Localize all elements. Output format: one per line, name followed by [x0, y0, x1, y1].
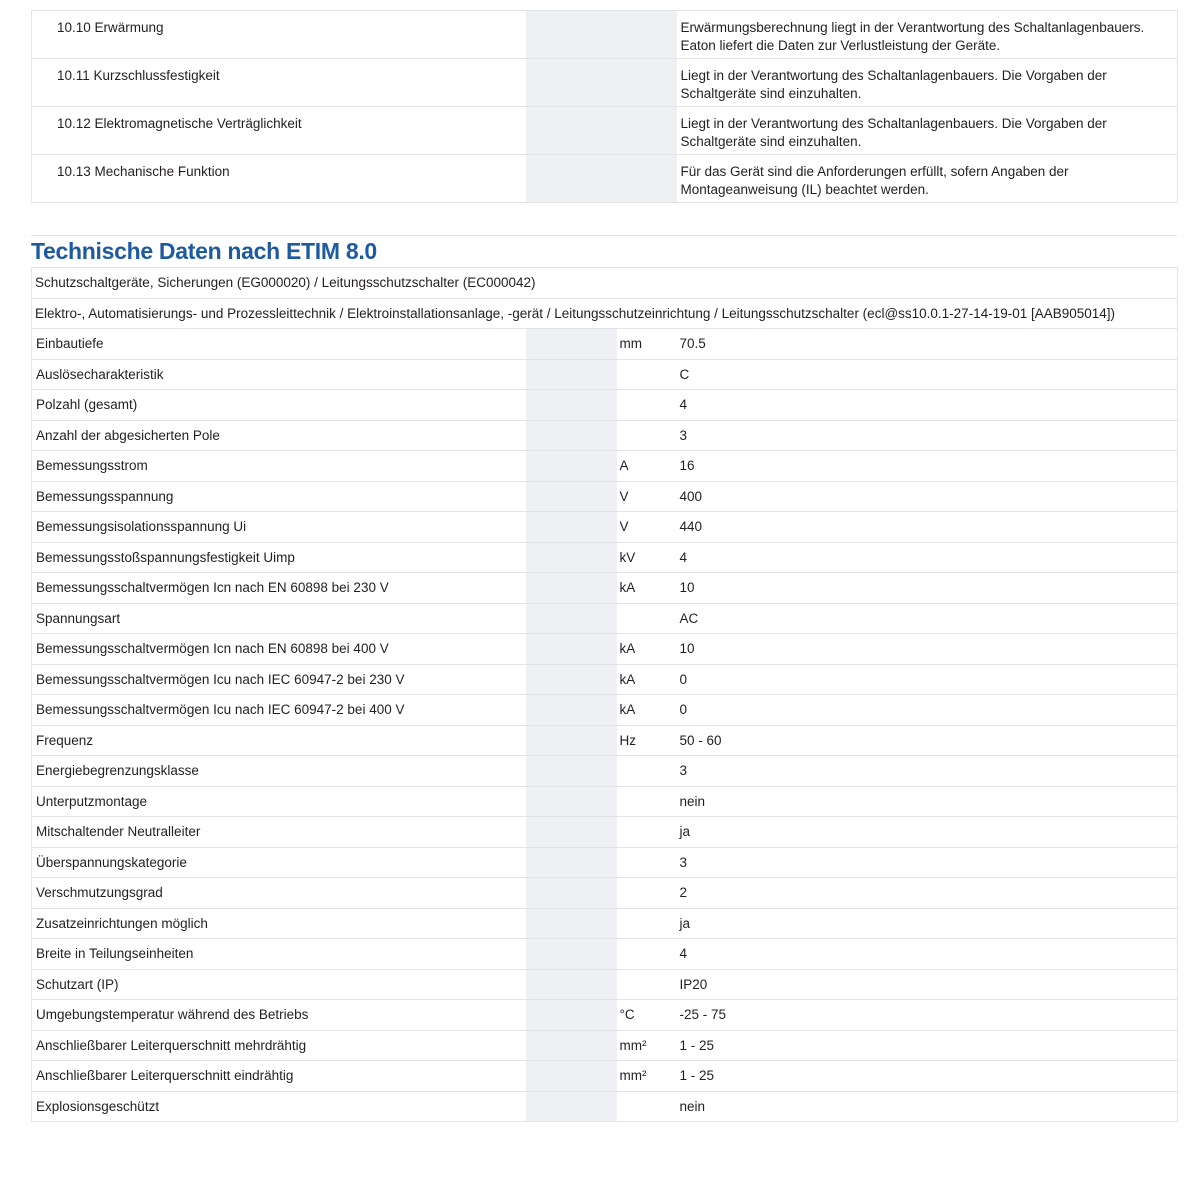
empty-cell	[526, 939, 617, 970]
etim-feature-name: Schutzart (IP)	[32, 969, 526, 1000]
etim-unit	[617, 939, 677, 970]
etim-unit	[617, 817, 677, 848]
etim-row	[32, 542, 1178, 573]
verification-row	[32, 155, 1178, 203]
etim-value: 1 - 25	[677, 1030, 1178, 1061]
etim-value: ja	[677, 908, 1178, 939]
etim-feature-name: Energiebegrenzungsklasse	[32, 756, 526, 787]
etim-value: 70.5	[677, 329, 1178, 360]
verification-label: 10.11 Kurzschlussfestigkeit	[32, 59, 526, 107]
verification-row	[32, 107, 1178, 155]
etim-unit: kA	[617, 664, 677, 695]
etim-feature-name: Umgebungstemperatur während des Betriebs	[32, 1000, 526, 1031]
etim-row	[32, 695, 1178, 726]
etim-unit: kA	[617, 634, 677, 665]
etim-unit: kA	[617, 695, 677, 726]
empty-cell	[526, 329, 617, 360]
etim-row	[32, 908, 1178, 939]
etim-section	[31, 267, 1177, 1122]
empty-cell	[526, 359, 617, 390]
empty-cell	[526, 481, 617, 512]
empty-cell	[526, 420, 617, 451]
etim-table	[31, 267, 1178, 1122]
empty-cell	[526, 573, 617, 604]
etim-unit	[617, 878, 677, 909]
etim-unit: V	[617, 481, 677, 512]
etim-feature-name: Einbautiefe	[32, 329, 526, 360]
etim-row	[32, 664, 1178, 695]
etim-unit: A	[617, 451, 677, 482]
etim-row	[32, 390, 1178, 421]
etim-feature-name: Polzahl (gesamt)	[32, 390, 526, 421]
empty-cell	[526, 107, 617, 155]
etim-row	[32, 1030, 1178, 1061]
empty-cell	[526, 847, 617, 878]
etim-feature-name: Anzahl der abgesicherten Pole	[32, 420, 526, 451]
etim-feature-name: Bemessungsschaltvermögen Icu nach IEC 60947-2 bei 400 V	[32, 695, 526, 726]
etim-value: 0	[677, 664, 1178, 695]
etim-value: 3	[677, 420, 1178, 451]
etim-unit	[617, 847, 677, 878]
etim-row	[32, 878, 1178, 909]
verification-text: Erwärmungsberechnung liegt in der Verantwortung des Schaltanlagenbauers. Eaton liefert die Daten zur Verlustleistung der Geräte.	[677, 11, 1178, 59]
etim-feature-name: Zusatzeinrichtungen möglich	[32, 908, 526, 939]
etim-unit	[617, 420, 677, 451]
etim-path-line: Elektro-, Automatisierungs- und Prozessleittechnik / Elektroinstallationsanlage, -gerät / Leitungsschutzeinrichtung / Leitungsschutzschalter (ecl@ss10.0.1-27-14-19-01 [AAB905014])	[32, 298, 1178, 329]
etim-value: 3	[677, 847, 1178, 878]
etim-row	[32, 786, 1178, 817]
empty-cell	[526, 1030, 617, 1061]
etim-unit: mm	[617, 329, 677, 360]
verification-text: Liegt in der Verantwortung des Schaltanlagenbauers. Die Vorgaben der Schaltgeräte sind einzuhalten.	[677, 59, 1178, 107]
empty-cell	[526, 969, 617, 1000]
etim-row	[32, 1091, 1178, 1122]
empty-cell	[526, 786, 617, 817]
verification-row	[32, 11, 1178, 59]
etim-value: 4	[677, 390, 1178, 421]
etim-row	[32, 969, 1178, 1000]
etim-value: 0	[677, 695, 1178, 726]
empty-cell	[526, 59, 617, 107]
etim-unit: °C	[617, 1000, 677, 1031]
etim-value: 50 - 60	[677, 725, 1178, 756]
empty-cell	[617, 107, 677, 155]
etim-unit	[617, 1091, 677, 1122]
etim-feature-name: Frequenz	[32, 725, 526, 756]
etim-feature-name: Verschmutzungsgrad	[32, 878, 526, 909]
etim-unit: kA	[617, 573, 677, 604]
etim-row	[32, 420, 1178, 451]
etim-unit	[617, 786, 677, 817]
empty-cell	[526, 1061, 617, 1092]
etim-unit: mm²	[617, 1061, 677, 1092]
etim-value: C	[677, 359, 1178, 390]
etim-feature-name: Breite in Teilungseinheiten	[32, 939, 526, 970]
empty-cell	[617, 155, 677, 203]
etim-feature-name: Explosionsgeschützt	[32, 1091, 526, 1122]
empty-cell	[526, 512, 617, 543]
etim-feature-name: Bemessungsschaltvermögen Icn nach EN 60898 bei 400 V	[32, 634, 526, 665]
empty-cell	[526, 542, 617, 573]
etim-row	[32, 603, 1178, 634]
etim-unit	[617, 908, 677, 939]
verification-label: 10.10 Erwärmung	[32, 11, 526, 59]
empty-cell	[526, 155, 617, 203]
etim-feature-name: Bemessungsstrom	[32, 451, 526, 482]
etim-value: AC	[677, 603, 1178, 634]
etim-value: 400	[677, 481, 1178, 512]
empty-cell	[526, 695, 617, 726]
etim-row	[32, 451, 1178, 482]
etim-value: 10	[677, 573, 1178, 604]
etim-unit: V	[617, 512, 677, 543]
etim-row	[32, 847, 1178, 878]
etim-feature-name: Auslösecharakteristik	[32, 359, 526, 390]
empty-cell	[526, 390, 617, 421]
verification-row	[32, 59, 1178, 107]
etim-feature-name: Bemessungsschaltvermögen Icu nach IEC 60947-2 bei 230 V	[32, 664, 526, 695]
etim-feature-name: Bemessungsisolationsspannung Ui	[32, 512, 526, 543]
etim-unit: mm²	[617, 1030, 677, 1061]
etim-feature-name: Bemessungsspannung	[32, 481, 526, 512]
etim-feature-name: Spannungsart	[32, 603, 526, 634]
etim-row	[32, 634, 1178, 665]
etim-unit	[617, 390, 677, 421]
etim-feature-name: Anschließbarer Leiterquerschnitt mehrdrähtig	[32, 1030, 526, 1061]
etim-heading: Technische Daten nach ETIM 8.0	[31, 235, 1177, 266]
etim-row	[32, 481, 1178, 512]
etim-row	[32, 725, 1178, 756]
etim-class-line: Schutzschaltgeräte, Sicherungen (EG000020) / Leitungsschutzschalter (EC000042)	[32, 268, 1178, 299]
empty-cell	[526, 634, 617, 665]
etim-value: nein	[677, 1091, 1178, 1122]
etim-value: -25 - 75	[677, 1000, 1178, 1031]
verification-text: Liegt in der Verantwortung des Schaltanlagenbauers. Die Vorgaben der Schaltgeräte sind einzuhalten.	[677, 107, 1178, 155]
etim-row	[32, 939, 1178, 970]
verification-table	[31, 10, 1178, 203]
empty-cell	[526, 11, 617, 59]
empty-cell	[526, 603, 617, 634]
verification-label: 10.13 Mechanische Funktion	[32, 155, 526, 203]
empty-cell	[526, 756, 617, 787]
etim-value: 4	[677, 542, 1178, 573]
etim-row	[32, 512, 1178, 543]
verification-section	[31, 10, 1177, 203]
etim-feature-name: Überspannungskategorie	[32, 847, 526, 878]
etim-class-row	[32, 268, 1178, 299]
etim-value: nein	[677, 786, 1178, 817]
etim-value: 2	[677, 878, 1178, 909]
empty-cell	[617, 59, 677, 107]
etim-value: 3	[677, 756, 1178, 787]
empty-cell	[526, 1091, 617, 1122]
etim-unit: kV	[617, 542, 677, 573]
etim-feature-name: Bemessungsstoßspannungsfestigkeit Uimp	[32, 542, 526, 573]
etim-value: 1 - 25	[677, 1061, 1178, 1092]
etim-unit	[617, 359, 677, 390]
etim-row	[32, 1000, 1178, 1031]
etim-unit	[617, 756, 677, 787]
verification-text: Für das Gerät sind die Anforderungen erfüllt, sofern Angaben der Montageanweisung (IL) beachtet werden.	[677, 155, 1178, 203]
etim-unit	[617, 603, 677, 634]
empty-cell	[526, 664, 617, 695]
etim-path-row	[32, 298, 1178, 329]
etim-feature-name: Bemessungsschaltvermögen Icn nach EN 60898 bei 230 V	[32, 573, 526, 604]
etim-unit	[617, 969, 677, 1000]
empty-cell	[526, 451, 617, 482]
etim-value: 16	[677, 451, 1178, 482]
etim-value: ja	[677, 817, 1178, 848]
empty-cell	[526, 908, 617, 939]
etim-value: 4	[677, 939, 1178, 970]
empty-cell	[526, 1000, 617, 1031]
empty-cell	[617, 11, 677, 59]
etim-row	[32, 329, 1178, 360]
empty-cell	[526, 817, 617, 848]
etim-row	[32, 359, 1178, 390]
etim-value: IP20	[677, 969, 1178, 1000]
empty-cell	[526, 878, 617, 909]
etim-row	[32, 756, 1178, 787]
etim-row	[32, 573, 1178, 604]
empty-cell	[526, 725, 617, 756]
etim-value: 10	[677, 634, 1178, 665]
etim-value: 440	[677, 512, 1178, 543]
etim-row	[32, 817, 1178, 848]
etim-unit: Hz	[617, 725, 677, 756]
etim-row	[32, 1061, 1178, 1092]
etim-feature-name: Unterputzmontage	[32, 786, 526, 817]
verification-label: 10.12 Elektromagnetische Verträglichkeit	[32, 107, 526, 155]
etim-feature-name: Mitschaltender Neutralleiter	[32, 817, 526, 848]
etim-feature-name: Anschließbarer Leiterquerschnitt eindrähtig	[32, 1061, 526, 1092]
